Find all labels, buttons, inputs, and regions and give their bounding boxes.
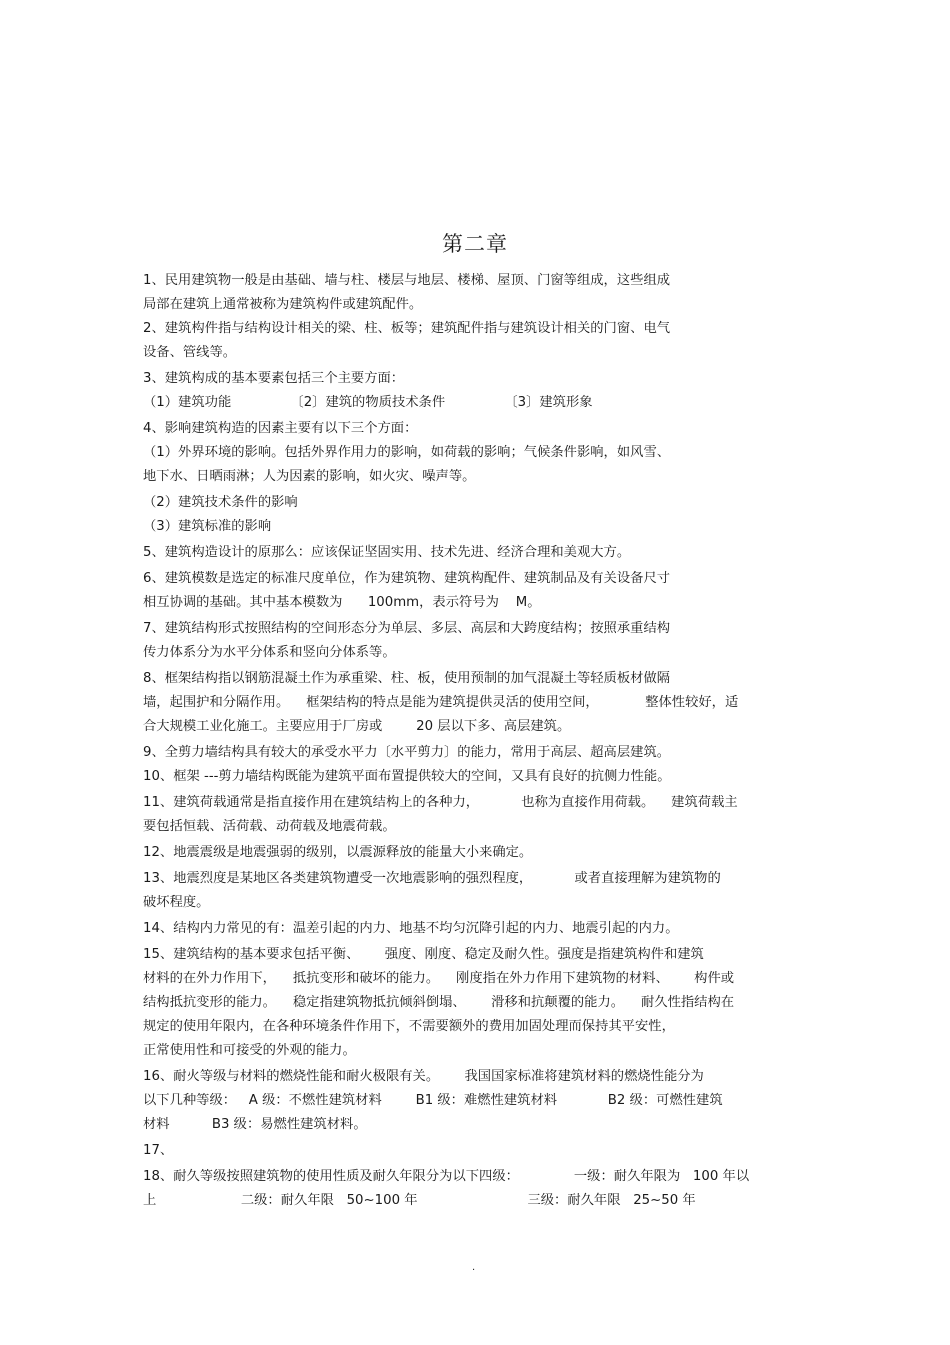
text-line: 4、影响建筑构造的因素主要有以下三个方面： bbox=[143, 421, 418, 436]
text-line: （1）外界环境的影响。包括外界作用力的影响，如荷载的影响；气候条件影响，如风雪、 bbox=[143, 445, 671, 460]
text-line: （3）建筑标准的影响 bbox=[143, 519, 272, 534]
text-line: 合大规模工业化施工。主要应用于厂房或 20 层以下多、高层建筑。 bbox=[143, 719, 571, 734]
text-line: 7、建筑结构形式按照结构的空间形态分为单层、多层、高层和大跨度结构；按照承重结构 bbox=[143, 621, 671, 636]
text-line: 17、 bbox=[143, 1143, 174, 1158]
text-line: 破坏程度。 bbox=[143, 895, 210, 910]
text-line: 14、结构内力常见的有：温差引起的内力、地基不均匀沉降引起的内力、地震引起的内力。 bbox=[143, 921, 679, 936]
text-line: 5、建筑构造设计的原那么：应该保证坚固实用、技术先进、经济合理和美观大方。 bbox=[143, 545, 631, 560]
page-title: 第二章 bbox=[442, 232, 508, 256]
text-line: 要包括恒载、活荷载、动荷载及地震荷载。 bbox=[143, 819, 396, 834]
text-line: 8、框架结构指以钢筋混凝土作为承重梁、柱、板，使用预制的加气混凝土等轻质板材做隔 bbox=[143, 671, 671, 686]
text-line: 15、建筑结构的基本要求包括平衡、 强度、刚度、稳定及耐久性。强度是指建筑构件和建筑 bbox=[143, 947, 704, 962]
text-line: 结构抵抗变形的能力。 稳定指建筑物抵抗倾斜倒塌、 滑移和抗颠覆的能力。 耐久性指结构在 bbox=[143, 995, 735, 1010]
text-line: 材料 B3 级：易燃性建筑材料。 bbox=[143, 1117, 367, 1132]
text-line: 9、全剪力墙结构具有较大的承受水平力〔水平剪力〕的能力，常用于高层、超高层建筑。 bbox=[143, 745, 671, 760]
text-line: 相互协调的基础。其中基本模数为 100mm，表示符号为 M。 bbox=[143, 595, 541, 610]
text-line: 3、建筑构成的基本要素包括三个主要方面： bbox=[143, 371, 405, 386]
text-line: 11、建筑荷载通常是指直接作用在建筑结构上的各种力， 也称为直接作用荷载。 建筑荷载主 bbox=[143, 795, 738, 810]
text-line: （1）建筑功能 〔2〕建筑的物质技术条件 〔3〕建筑形象 bbox=[143, 395, 593, 410]
text-line: 13、地震烈度是某地区各类建筑物遭受一次地震影响的强烈程度， 或者直接理解为建筑物的 bbox=[143, 871, 721, 886]
text-line: 1、民用建筑物一般是由基础、墙与柱、楼层与地层、楼梯、屋顶、门窗等组成，这些组成 bbox=[143, 273, 671, 288]
text-line: 局部在建筑上通常被称为建筑构件或建筑配件。 bbox=[143, 297, 423, 312]
text-line: 18、耐久等级按照建筑物的使用性质及耐久年限分为以下四级： 一级：耐久年限为 100 年以 bbox=[143, 1169, 750, 1184]
text-line: 2、建筑构件指与结构设计相关的梁、柱、板等；建筑配件指与建筑设计相关的门窗、电气 bbox=[143, 321, 671, 336]
text-line: 6、建筑模数是选定的标准尺度单位，作为建筑物、建筑构配件、建筑制品及有关设备尺寸 bbox=[143, 571, 671, 586]
text-line: 上 二级：耐久年限 50~100 年 三级：耐久年限 25~50 年 bbox=[143, 1193, 696, 1208]
text-line: 正常使用性和可接受的外观的能力。 bbox=[143, 1043, 356, 1058]
text-line: 传力体系分为水平分体系和竖向分体系等。 bbox=[143, 645, 396, 660]
text-line: 16、耐火等级与材料的燃烧性能和耐火极限有关。 我国国家标准将建筑材料的燃烧性能分为 bbox=[143, 1069, 704, 1084]
text-line: 材料的在外力作用下， 抵抗变形和破坏的能力。 刚度指在外力作用下建筑物的材料、 构件或 bbox=[143, 971, 735, 986]
text-line: 设备、管线等。 bbox=[143, 345, 237, 360]
footer-mark: . bbox=[472, 1262, 476, 1273]
text-line: （2）建筑技术条件的影响 bbox=[143, 495, 298, 510]
text-line: 墙，起围护和分隔作用。 框架结构的特点是能为建筑提供灵活的使用空间， 整体性较好，适 bbox=[143, 695, 739, 710]
text-line: 地下水、日晒雨淋；人为因素的影响，如火灾、噪声等。 bbox=[143, 469, 476, 484]
text-line: 12、地震震级是地震强弱的级别，以震源释放的能量大小来确定。 bbox=[143, 845, 533, 860]
text-line: 10、框架 ---剪力墙结构既能为建筑平面布置提供较大的空间，又具有良好的抗侧力性能。 bbox=[143, 769, 671, 784]
text-line: 以下几种等级： A 级：不燃性建筑材料 B1 级：难燃性建筑材料 B2 级：可燃性建筑 bbox=[143, 1093, 723, 1108]
text-line: 规定的使用年限内，在各种环境条件作用下，不需要额外的费用加固处理而保持其平安性， bbox=[143, 1019, 675, 1034]
